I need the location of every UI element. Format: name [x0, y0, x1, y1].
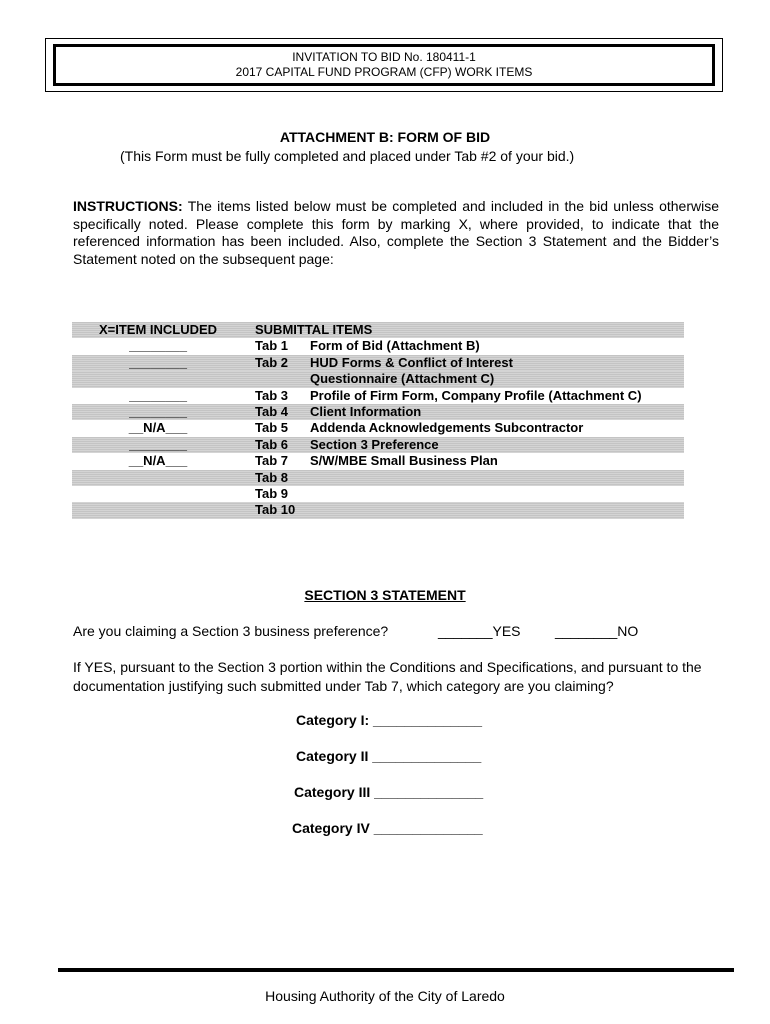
category-blank[interactable]: ______________	[373, 820, 483, 836]
category-blank[interactable]: ______________	[373, 712, 483, 728]
submittal-item: Section 3 Preference	[310, 436, 439, 452]
header-box	[53, 44, 715, 86]
tab-number: Tab 3	[255, 387, 288, 403]
submittal-item: HUD Forms & Conflict of Interest	[310, 354, 513, 370]
category-blank[interactable]: ______________	[372, 748, 482, 764]
include-mark-blank[interactable]: ________	[129, 436, 187, 452]
category-label: Category II	[296, 748, 369, 764]
section3-category-question: If YES, pursuant to the Section 3 portion within the Conditions and Specifications, and pursuant to the documentation justifying such submitted under Tab 7, which category are you claiming?	[73, 659, 702, 694]
table-row	[72, 355, 684, 371]
attachment-title: ATTACHMENT B: FORM OF BID	[279, 129, 491, 145]
yes-blank[interactable]: _______YES	[438, 623, 521, 639]
category-1[interactable]	[296, 712, 482, 728]
footer-text: Housing Authority of the City of Laredo	[265, 988, 505, 1004]
include-mark-blank[interactable]: ________	[129, 387, 187, 403]
category-2[interactable]	[296, 748, 481, 764]
tab-number: Tab 6	[255, 436, 288, 452]
table-row	[72, 502, 684, 518]
instructions-label: INSTRUCTIONS:	[73, 198, 183, 214]
col-header-submittal-items: SUBMITTAL ITEMS	[255, 322, 373, 337]
instructions-text: The items listed below must be completed and included in the bid unless otherwise specifically noted. Please complete this form by marking X, where provided, to indicate that the referenced information has been included. Also, complete the Section 3 Statement and the Bidder’s Statement noted on the subsequent page:	[73, 198, 719, 267]
col-header-item-included: X=ITEM INCLUDED	[98, 322, 218, 337]
tab-number: Tab 1	[255, 338, 288, 354]
include-mark-blank[interactable]: __N/A___	[128, 420, 188, 436]
footer-rule	[58, 968, 734, 972]
no-blank[interactable]: ________NO	[555, 623, 639, 639]
include-mark-blank[interactable]: ________	[129, 403, 187, 419]
table-row	[72, 470, 684, 486]
submittal-item: Client Information	[310, 403, 422, 419]
table-row	[72, 420, 684, 436]
category-4[interactable]	[292, 820, 483, 836]
include-mark-blank[interactable]: ________	[129, 338, 187, 354]
section3-title: SECTION 3 STATEMENT	[304, 587, 466, 603]
table-body	[72, 338, 684, 518]
table-row	[72, 371, 684, 387]
instructions-paragraph	[73, 198, 719, 268]
table-header-row	[72, 322, 684, 338]
table-row	[72, 388, 684, 404]
section3-question: Are you claiming a Section 3 business preference?	[73, 623, 389, 639]
tab-number: Tab 9	[255, 485, 288, 501]
submittal-item: Addenda Acknowledgements Subcontractor	[310, 420, 584, 436]
category-3[interactable]	[294, 784, 483, 800]
tab-number: Tab 4	[255, 403, 288, 419]
category-label: Category I:	[296, 712, 370, 728]
tab-number: Tab 2	[255, 354, 288, 370]
invitation-number: INVITATION TO BID No. 180411-1	[292, 50, 476, 64]
submittal-item: Form of Bid (Attachment B)	[310, 338, 480, 354]
table-row	[72, 437, 684, 453]
tab-number: Tab 8	[255, 469, 288, 485]
submittal-table	[72, 322, 684, 519]
attachment-subtitle: (This Form must be fully completed and placed under Tab #2 of your bid.)	[120, 148, 575, 164]
category-label: Category III	[294, 784, 371, 800]
include-mark-blank[interactable]: __N/A___	[128, 453, 188, 469]
submittal-item: Questionnaire (Attachment C)	[310, 371, 495, 387]
tab-number: Tab 10	[255, 502, 296, 518]
table-row	[72, 404, 684, 420]
tab-number: Tab 7	[255, 453, 288, 469]
submittal-item: S/W/MBE Small Business Plan	[310, 453, 498, 469]
category-label: Category IV	[292, 820, 370, 836]
table-row	[72, 338, 684, 354]
table-row	[72, 486, 684, 502]
program-title: 2017 CAPITAL FUND PROGRAM (CFP) WORK ITEMS	[235, 65, 533, 79]
submittal-item: Profile of Firm Form, Company Profile (Attachment C)	[310, 387, 642, 403]
category-blank[interactable]: ______________	[374, 784, 484, 800]
include-mark-blank[interactable]: ________	[129, 354, 187, 370]
tab-number: Tab 5	[255, 420, 288, 436]
table-row	[72, 453, 684, 469]
